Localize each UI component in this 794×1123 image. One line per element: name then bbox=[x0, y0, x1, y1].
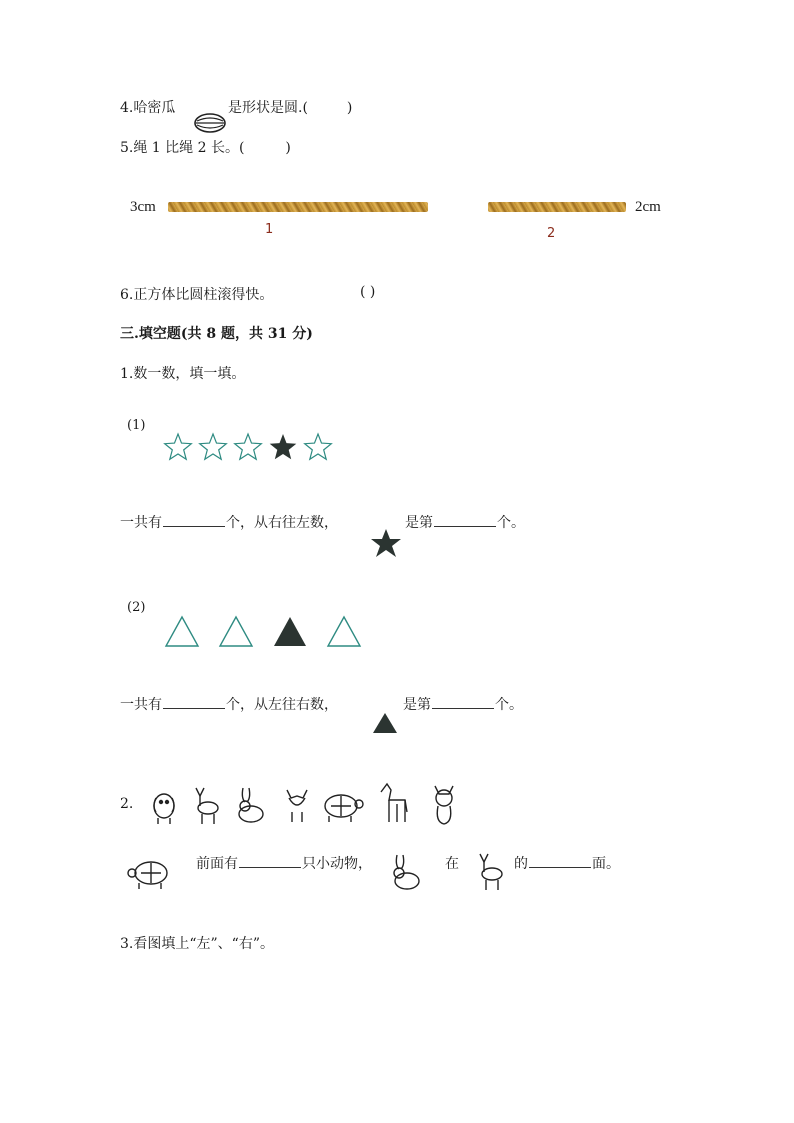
q5-text: 5.绳 1 比绳 2 长。( bbox=[120, 140, 245, 156]
q6-text: 6.正方体比圆柱滚得快。 bbox=[120, 287, 274, 303]
goat-icon bbox=[196, 788, 218, 824]
outline-triangle-icon bbox=[166, 617, 198, 646]
sentence-text: 的 bbox=[514, 856, 528, 872]
question-4 bbox=[120, 97, 175, 117]
rope-2-image bbox=[488, 202, 626, 212]
answer-blank[interactable] bbox=[163, 694, 225, 709]
fill-2-zai: 在 bbox=[445, 856, 459, 872]
sentence-text: 个。 bbox=[495, 697, 523, 713]
answer-blank[interactable] bbox=[529, 853, 591, 868]
outline-star-icon bbox=[305, 434, 332, 459]
part-1-sentence bbox=[120, 512, 338, 532]
sentence-text: 面。 bbox=[592, 856, 620, 872]
rope2-label: 2 bbox=[547, 226, 556, 241]
fill-question-3: 3.看图填上“左”、“右”。 bbox=[120, 936, 274, 952]
q4-suffix: 是形状是圆.( bbox=[228, 100, 308, 116]
outline-triangle-icon bbox=[328, 617, 360, 646]
rope-1-image bbox=[168, 202, 428, 212]
sentence-text: 个，从右往左数， bbox=[226, 515, 338, 531]
sentence-text: 是第 bbox=[405, 515, 433, 531]
fill-question-2-number: 2. bbox=[120, 796, 134, 812]
animal-row bbox=[145, 780, 475, 830]
fox-icon bbox=[287, 790, 307, 822]
fill-2-sentence bbox=[196, 853, 372, 873]
sentence-text: 是第 bbox=[403, 697, 431, 713]
turtle-icon bbox=[325, 795, 363, 822]
horse-icon bbox=[381, 784, 407, 822]
q4-close: ) bbox=[346, 100, 353, 116]
sentence-text: 个，从左往右数， bbox=[226, 697, 338, 713]
rabbit-icon bbox=[387, 853, 423, 891]
part-1-sentence-end bbox=[405, 512, 525, 532]
sentence-text: 只小动物， bbox=[302, 856, 372, 872]
answer-blank[interactable] bbox=[163, 512, 225, 527]
part-2-sentence-end bbox=[403, 694, 523, 714]
part-1-label: (1) bbox=[127, 418, 146, 433]
rabbit-icon bbox=[239, 788, 263, 822]
section-3-title: 三.填空题(共 8 题，共 31 分) bbox=[120, 326, 313, 342]
sentence-text: 个。 bbox=[497, 515, 525, 531]
filled-triangle-icon bbox=[274, 617, 306, 646]
q4-suffix-line bbox=[228, 97, 352, 117]
q6-paren: ( ) bbox=[360, 284, 376, 300]
triangle-row bbox=[160, 614, 370, 650]
cat-icon bbox=[435, 786, 453, 824]
sentence-text: 一共有 bbox=[120, 515, 162, 531]
rope2-length: 2cm bbox=[635, 199, 661, 215]
fill-2-sentence-end bbox=[514, 853, 620, 873]
goat-icon bbox=[474, 850, 510, 892]
filled-star-icon bbox=[370, 528, 402, 558]
outline-star-icon bbox=[200, 434, 227, 459]
q5-close: ) bbox=[285, 140, 291, 156]
answer-blank[interactable] bbox=[239, 853, 301, 868]
watermelon-icon bbox=[193, 112, 227, 134]
rope1-label: 1 bbox=[265, 222, 274, 237]
question-5 bbox=[120, 137, 291, 157]
sentence-text: 前面有 bbox=[196, 856, 238, 872]
outline-star-icon bbox=[165, 434, 192, 459]
outline-triangle-icon bbox=[220, 617, 252, 646]
outline-star-icon bbox=[235, 434, 262, 459]
sentence-text: 一共有 bbox=[120, 697, 162, 713]
filled-triangle-icon bbox=[372, 712, 398, 734]
part-2-sentence bbox=[120, 694, 338, 714]
question-6 bbox=[120, 284, 273, 304]
star-row bbox=[160, 432, 340, 464]
part-2-label: (2) bbox=[127, 600, 146, 615]
answer-blank[interactable] bbox=[432, 694, 494, 709]
answer-blank[interactable] bbox=[434, 512, 496, 527]
q4-prefix: 4.哈密瓜 bbox=[120, 100, 176, 116]
turtle-icon bbox=[127, 855, 173, 891]
rope1-length: 3cm bbox=[130, 199, 156, 215]
filled-star-icon bbox=[270, 434, 297, 459]
dog-icon bbox=[154, 794, 174, 824]
fill-question-1: 1.数一数，填一填。 bbox=[120, 366, 246, 382]
